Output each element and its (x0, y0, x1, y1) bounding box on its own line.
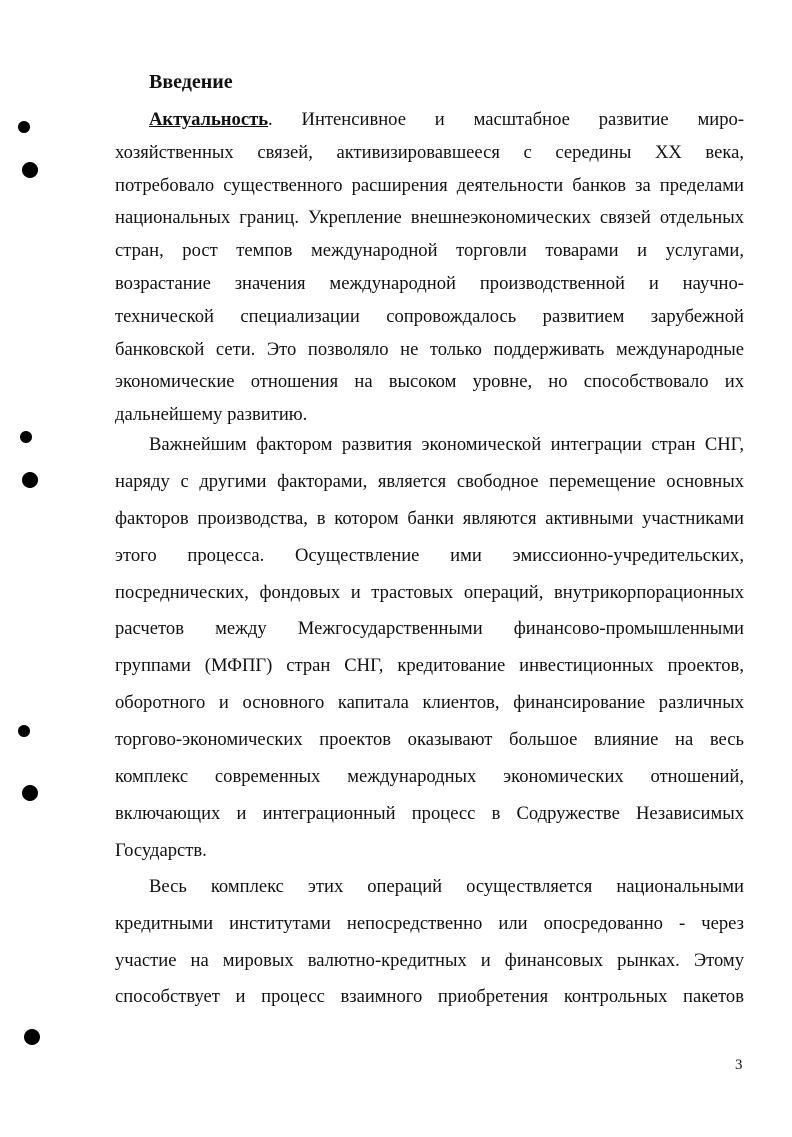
text-line: комплекс современных международных экономических отношений, (115, 766, 744, 788)
text-line: расчетов между Межгосударственными финансово-промышленными (115, 618, 744, 640)
text-line: торгово-экономических проектов оказывают большое влияние на весь (115, 729, 744, 751)
scan-hole-mark (22, 785, 38, 801)
scan-hole-mark (20, 431, 32, 443)
text-line: кредитными институтами непосредственно или опосредованно - через (115, 912, 744, 934)
text-line: хозяйственных связей, активизировавшееся с середины XX века, (115, 141, 744, 163)
text-line: возрастание значения международной производственной и научно- (115, 272, 744, 294)
scan-hole-mark (24, 1029, 40, 1045)
text-line: этого процесса. Осуществление ими эмиссионно-учредительских, (115, 544, 744, 566)
text-line-content: Интенсивное и масштабное развитие миро- (272, 109, 744, 130)
text-line: факторов производства, в котором банки являются активными участниками (115, 507, 744, 529)
text-line: Весь комплекс этих операций осуществляется национальными (149, 876, 744, 897)
text-line: дальнейшему развитию. (115, 404, 308, 426)
text-line: Важнейшим фактором развития экономической интеграции стран СНГ, (149, 434, 744, 455)
page-number: 3 (735, 1057, 743, 1073)
text-line: экономические отношения на высоком уровне, но способствовало их (115, 371, 744, 393)
section-title: Введение (149, 71, 233, 93)
paragraph-cis-integration (115, 427, 744, 870)
text-line: способствует и процесс взаимного приобретения контрольных пакетов (115, 986, 744, 1008)
text-line: наряду с другими факторами, является свободное перемещение основных (115, 470, 744, 492)
text-line: стран, рост темпов международной торговли товарами и услугами, (115, 240, 744, 262)
scan-hole-mark (18, 725, 30, 737)
text-line: потребовало существенного расширения деятельности банков за пределами (115, 174, 744, 196)
text-line: включающих и интеграционный процесс в Содружестве Независимых (115, 802, 744, 824)
text-line: участие на мировых валютно-кредитных и финансовых рынках. Этому (115, 949, 744, 971)
text-line: национальных границ. Укрепление внешнеэкономических связей отдельных (115, 207, 744, 229)
relevance-lead-punct: . (268, 109, 273, 130)
scan-hole-mark (22, 162, 38, 178)
paragraph-operations (115, 869, 744, 1016)
text-line: банковской сети. Это позволяло не только поддерживать международные (115, 338, 744, 360)
text-line (115, 104, 744, 137)
text-line: Государств. (115, 839, 207, 861)
text-line: посреднических, фондовых и трастовых операций, внутрикорпорационных (115, 581, 744, 603)
scan-hole-mark (18, 121, 30, 133)
text-line: технической специализации сопровождалось развитием зарубежной (115, 305, 744, 327)
relevance-lead: Актуальность (149, 109, 269, 130)
paragraph-relevance (115, 104, 744, 432)
text-line: оборотного и основного капитала клиентов, финансирование различных (115, 692, 744, 714)
scan-hole-mark (22, 472, 38, 488)
text-line: группами (МФПГ) стран СНГ, кредитование инвестиционных проектов, (115, 655, 744, 677)
